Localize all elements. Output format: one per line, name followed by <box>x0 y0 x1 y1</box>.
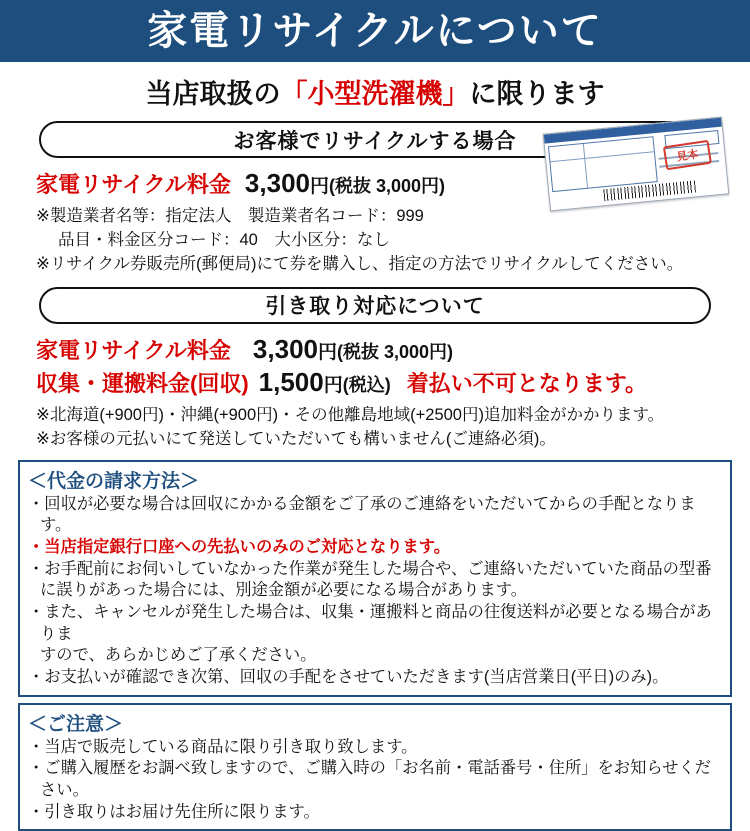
subheader-text <box>146 72 605 111</box>
section1-fee-label: 家電リサイクル料金 <box>36 172 231 197</box>
section1-note-2: 品目・料金区分コード：40 大小区分：なし <box>58 230 390 249</box>
subheader-prefix: 当店取扱の <box>145 78 281 109</box>
section2-fee1-sub: (税抜 3,000円) <box>337 341 454 362</box>
ticket-form-grid <box>548 136 658 192</box>
section2-fee1-label: 家電リサイクル料金 <box>36 337 231 363</box>
caution-section <box>18 703 732 831</box>
billing-section <box>18 460 732 697</box>
section1-fee-sub: (税抜 3,000円) <box>329 176 446 196</box>
caution-section-title: ＜ご注意＞ <box>28 713 124 735</box>
page-header <box>0 0 750 65</box>
section2-heading-pill <box>39 287 711 324</box>
section1-fee-unit: 円 <box>310 176 330 197</box>
section2-heading-label: 引き取り対応について <box>265 295 485 319</box>
section2-fee2-sub: (税込) <box>342 374 391 395</box>
billing-list <box>28 494 722 689</box>
list-item: ・お手配前にお伺いしていなかった作業が発生した場合や、ご連絡いただいていた商品の型番 <box>28 559 712 578</box>
section2-fee1-row <box>36 334 714 365</box>
section1-fee-amount: 3,300 <box>244 168 310 198</box>
list-item: ・当店指定銀行口座への先払いのみのご対応となります。 <box>28 537 451 556</box>
list-item: ・また、キャンセルが発生した場合は、収集・運搬料と商品の往復送料が必要となる場合がありま <box>28 602 712 643</box>
section2-note-2: ※お客様の元払いにて発送していただいても構いません(ご連絡必須)。 <box>36 429 556 448</box>
section2-fee2-amount: 1,500 <box>258 366 324 397</box>
billing-section-title: ＜代金の請求方法＞ <box>28 470 200 492</box>
subheader-highlight: 小型洗濯機 <box>307 78 443 109</box>
list-item: ・回収が必要な場合は回収にかかる金額をご了承のご連絡をいただいてからの手配となります。 <box>28 494 696 535</box>
section1-note-1: ※製造業者名等：指定法人 製造業者名コード：999 <box>36 207 424 225</box>
ticket-sample-stamp: 見本 <box>663 140 712 171</box>
list-item: ・ご購入履歴をお調べ致しますので、ご購入時の「お名前・電話番号・住所」をお知らせください。 <box>28 759 712 799</box>
section2-note-1: ※北海道(+900円)・沖縄(+900円)・その他離島地域(+2500円)追加料金がかかります。 <box>36 405 665 424</box>
subheader-suffix: に限ります <box>469 78 605 109</box>
subheader-quote-open: 「 <box>280 78 308 109</box>
section1-heading-label: お客様でリサイクルする場合 <box>233 129 517 153</box>
section2-fee2-row <box>36 367 714 398</box>
list-item: ・お支払いが確認でき次第、回収の手配をさせていただきます(当店営業日(平日)のみ)。 <box>28 667 669 686</box>
subheader-quote-close: 」 <box>442 78 470 109</box>
list-item: ・当店で販売している商品に限り引き取り致します。 <box>28 737 418 756</box>
section2-body <box>0 334 750 452</box>
list-item: ・引き取りはお届け先住所に限ります。 <box>28 802 320 821</box>
section2-fee1-unit: 円 <box>318 341 338 363</box>
list-item: すので、あらかじめご了承ください。 <box>40 646 317 665</box>
section1-note-3: ※リサイクル券販売所(郵便局)にて券を購入し、指定の方法でリサイクルしてください。 <box>36 254 684 273</box>
page-subheader <box>0 65 750 117</box>
page-title: 家電リサイクルについて <box>147 9 603 53</box>
section2-fee2-extra: 着払い不可となります。 <box>406 370 647 396</box>
list-item: に誤りがあった場合には、別途金額が必要になる場合があります。 <box>40 581 527 600</box>
section2-fee2-label: 収集・運搬料金(回収) <box>36 370 249 396</box>
section2-fee1-amount: 3,300 <box>252 333 318 364</box>
section2-fee2-unit: 円 <box>323 374 343 396</box>
